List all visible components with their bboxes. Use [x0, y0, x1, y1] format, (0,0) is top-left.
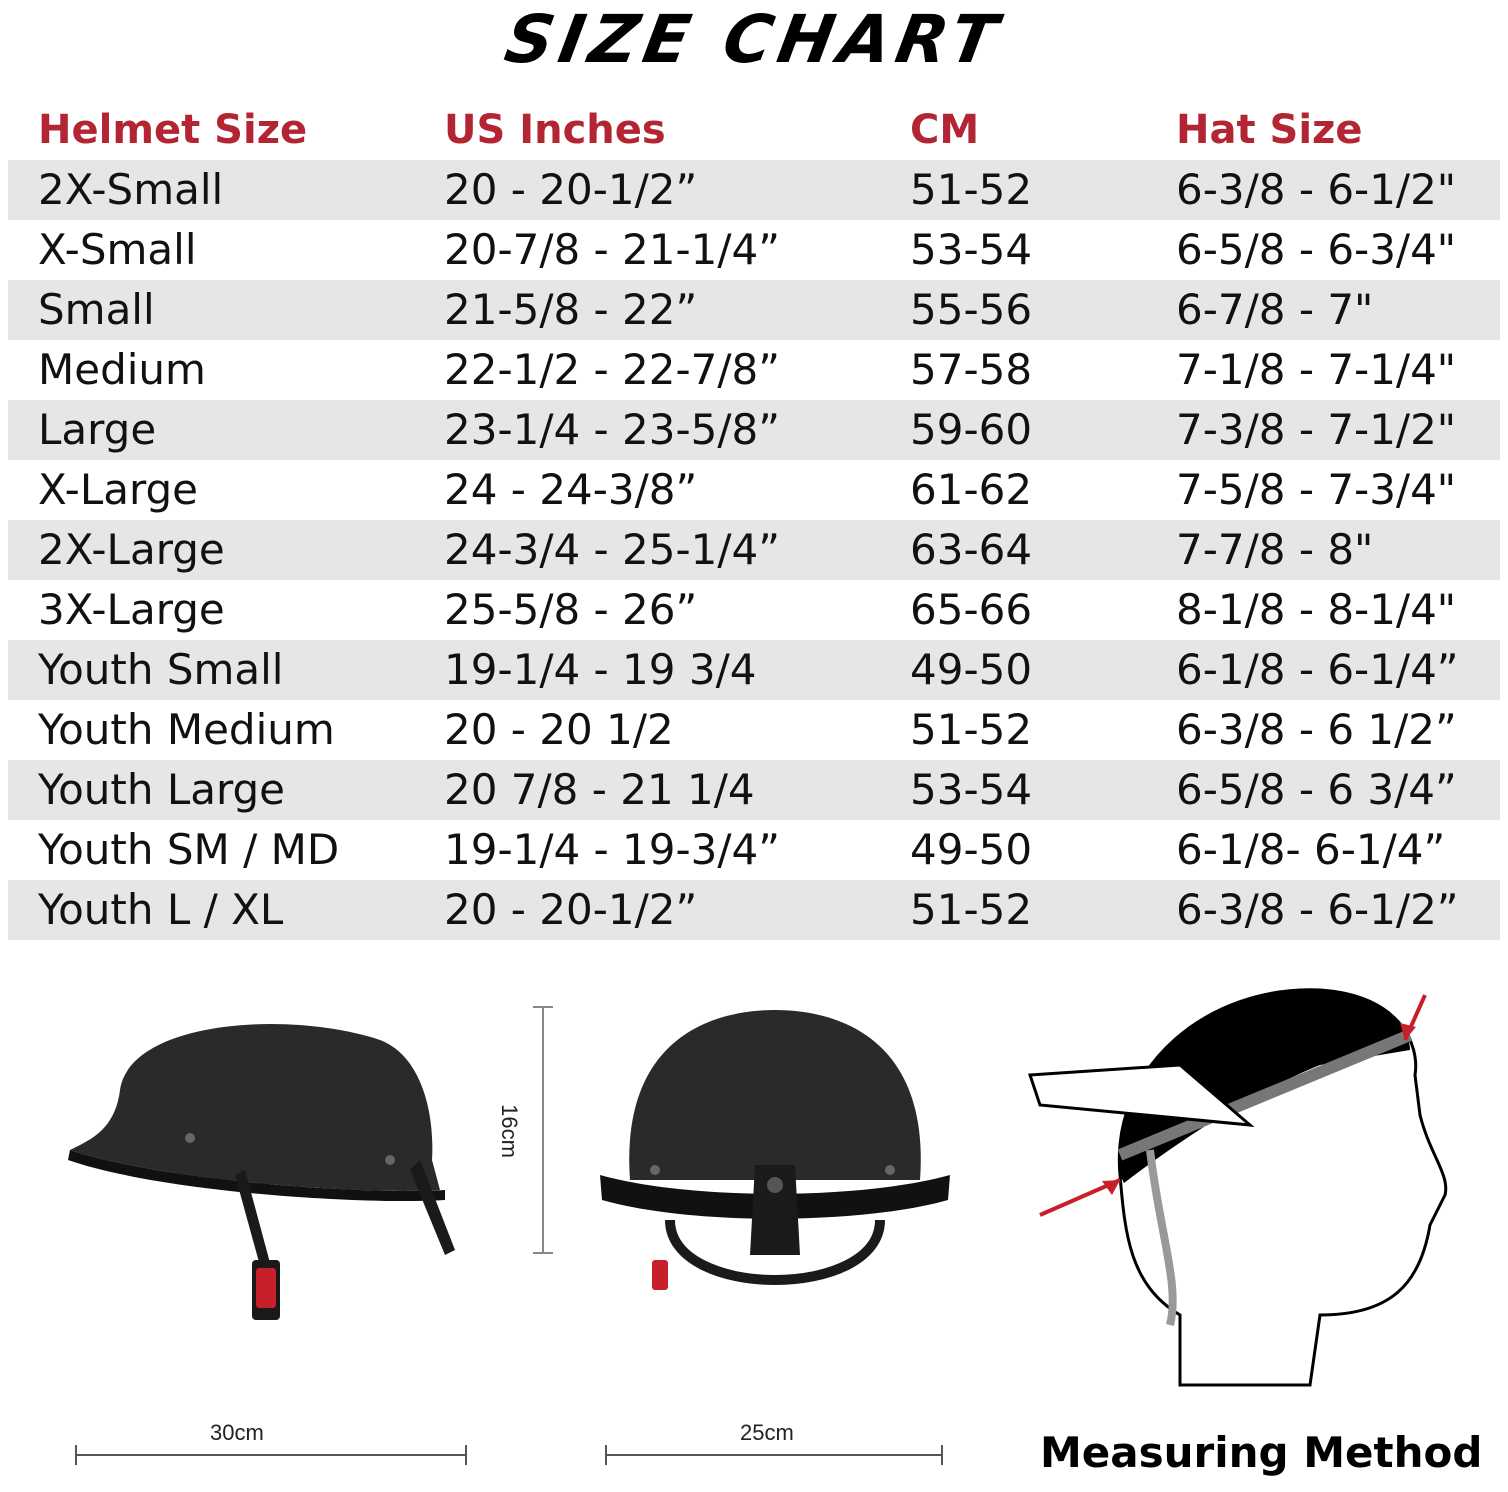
cell-cm: 51-52: [910, 705, 1033, 754]
table-row: [8, 580, 1500, 640]
cell-us-inches: 20-7/8 - 21-1/4”: [444, 225, 780, 274]
head-measuring-diagram: [1020, 985, 1470, 1405]
table-row: [8, 220, 1500, 280]
cell-cm: 59-60: [910, 405, 1033, 454]
cell-us-inches: 20 - 20 1/2: [444, 705, 674, 754]
cell-cm: 61-62: [910, 465, 1033, 514]
front-width-dimension-line: [604, 1440, 944, 1470]
table-row: [8, 880, 1500, 940]
cell-hat-size: 6-7/8 - 7": [1176, 285, 1374, 334]
cell-hat-size: 8-1/8 - 8-1/4": [1176, 585, 1457, 634]
height-dimension-line: [528, 1005, 558, 1255]
table-row: [8, 700, 1500, 760]
table-row: [8, 820, 1500, 880]
header-helmet-size: Helmet Size: [38, 107, 308, 153]
header-hat-size: Hat Size: [1176, 107, 1363, 153]
cell-us-inches: 23-1/4 - 23-5/8”: [444, 405, 780, 454]
cell-hat-size: 6-5/8 - 6 3/4”: [1176, 765, 1457, 814]
cell-us-inches: 20 7/8 - 21 1/4: [444, 765, 755, 814]
cell-hat-size: 6-3/8 - 6-1/2”: [1176, 885, 1459, 934]
cell-helmet-size: 3X-Large: [38, 585, 225, 634]
side-width-dimension-line: [74, 1440, 468, 1470]
table-row: [8, 340, 1500, 400]
table-row: [8, 280, 1500, 340]
cell-cm: 53-54: [910, 225, 1033, 274]
table-row: [8, 520, 1500, 580]
cell-helmet-size: 2X-Small: [38, 165, 224, 214]
table-row: [8, 400, 1500, 460]
cell-hat-size: 7-1/8 - 7-1/4": [1176, 345, 1457, 394]
cell-us-inches: 22-1/2 - 22-7/8”: [444, 345, 780, 394]
cell-helmet-size: Small: [38, 285, 155, 334]
table-row: [8, 760, 1500, 820]
cell-cm: 63-64: [910, 525, 1033, 574]
cell-helmet-size: Large: [38, 405, 157, 454]
cell-helmet-size: Youth Small: [38, 645, 284, 694]
table-row: [8, 160, 1500, 220]
cell-cm: 51-52: [910, 165, 1033, 214]
cell-hat-size: 7-5/8 - 7-3/4": [1176, 465, 1457, 514]
cell-us-inches: 25-5/8 - 26”: [444, 585, 698, 634]
cell-helmet-size: Youth SM / MD: [38, 825, 340, 874]
cell-hat-size: 6-3/8 - 6-1/2": [1176, 165, 1457, 214]
size-chart-title: SIZE CHART: [499, 1, 1009, 78]
side-width-label: 30cm: [210, 1420, 264, 1445]
helmet-side-view-image: [60, 1000, 480, 1360]
measuring-method-label: Measuring Method: [1040, 1428, 1483, 1477]
cell-hat-size: 7-7/8 - 8": [1176, 525, 1374, 574]
cell-us-inches: 24-3/4 - 25-1/4”: [444, 525, 780, 574]
helmet-front-view-image: [590, 1000, 960, 1370]
table-header-row: [8, 100, 1500, 160]
cell-helmet-size: Medium: [38, 345, 206, 394]
cell-cm: 55-56: [910, 285, 1033, 334]
front-width-label: 25cm: [740, 1420, 794, 1445]
cell-helmet-size: X-Small: [38, 225, 197, 274]
cell-cm: 65-66: [910, 585, 1033, 634]
header-cm: CM: [910, 107, 980, 153]
size-table: [8, 100, 1500, 940]
cell-hat-size: 6-5/8 - 6-3/4": [1176, 225, 1457, 274]
cell-us-inches: 19-1/4 - 19-3/4”: [444, 825, 780, 874]
cell-helmet-size: Youth L / XL: [38, 885, 284, 934]
cell-cm: 49-50: [910, 825, 1033, 874]
cell-helmet-size: Youth Large: [38, 765, 285, 814]
cell-us-inches: 20 - 20-1/2”: [444, 165, 698, 214]
table-row: [8, 460, 1500, 520]
cell-us-inches: 24 - 24-3/8”: [444, 465, 698, 514]
cell-hat-size: 6-1/8- 6-1/4”: [1176, 825, 1446, 874]
cell-us-inches: 21-5/8 - 22”: [444, 285, 698, 334]
height-dimension-label: 16cm: [496, 1104, 522, 1158]
cell-hat-size: 7-3/8 - 7-1/2": [1176, 405, 1457, 454]
cell-cm: 53-54: [910, 765, 1033, 814]
table-row: [8, 640, 1500, 700]
cell-helmet-size: Youth Medium: [38, 705, 335, 754]
cell-cm: 49-50: [910, 645, 1033, 694]
cell-helmet-size: X-Large: [38, 465, 199, 514]
cell-hat-size: 6-1/8 - 6-1/4”: [1176, 645, 1459, 694]
header-us-inches: US Inches: [444, 107, 666, 153]
cell-helmet-size: 2X-Large: [38, 525, 225, 574]
cell-cm: 57-58: [910, 345, 1033, 394]
cell-cm: 51-52: [910, 885, 1033, 934]
cell-us-inches: 20 - 20-1/2”: [444, 885, 698, 934]
cell-us-inches: 19-1/4 - 19 3/4: [444, 645, 757, 694]
cell-hat-size: 6-3/8 - 6 1/2”: [1176, 705, 1457, 754]
